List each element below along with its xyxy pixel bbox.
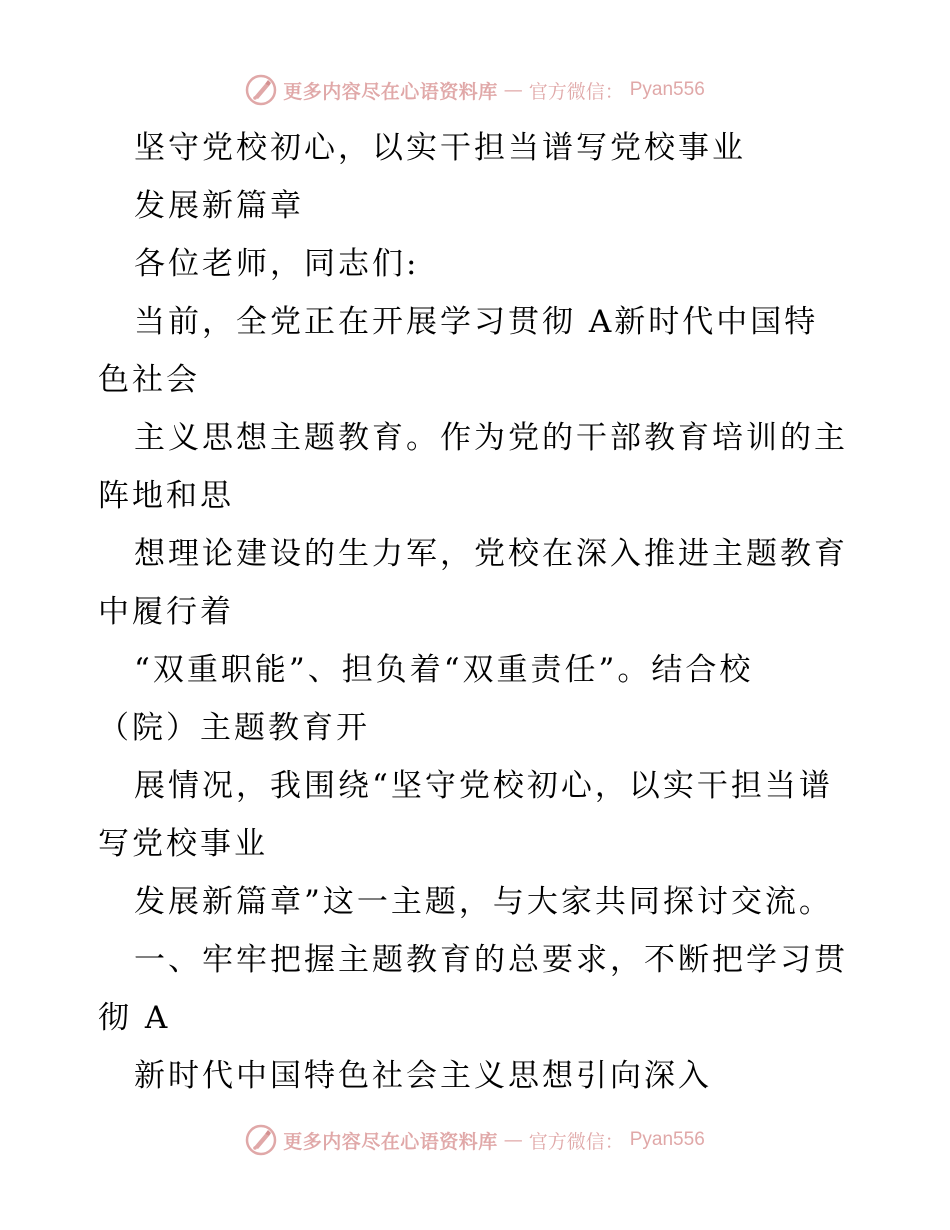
- watermark-contact-id: Pyan556: [629, 79, 705, 100]
- watermark-brand: 更多内容尽在心语资料库: [283, 80, 498, 103]
- paragraph-line: 中履行着: [98, 594, 234, 630]
- paragraph-line: 主义思想主题教育。作为党的干部教育培训的主: [134, 420, 848, 456]
- watermark-brand: 更多内容尽在心语资料库: [283, 1130, 498, 1153]
- watermark-separator: —: [503, 79, 523, 101]
- watermark-contact-id: Pyan556: [629, 1129, 705, 1150]
- paragraph-line: “双重职能”、担负着“双重责任”。结合校: [134, 652, 754, 688]
- paragraph-line: 展情况，我围绕“坚守党校初心，以实干担当谱: [134, 768, 833, 804]
- watermark-footer: [0, 1122, 950, 1158]
- pen-quill-logo-icon: [245, 1124, 277, 1156]
- pen-quill-logo-icon: [245, 74, 277, 106]
- paragraph-line: 发展新篇章”这一主题，与大家共同探讨交流。: [134, 884, 833, 920]
- paragraph-line: （院）主题教育开: [98, 710, 370, 746]
- paragraph-line: 当前，全党正在开展学习贯彻 A新时代中国特: [134, 304, 819, 340]
- paragraph-line: 想理论建设的生力军，党校在深入推进主题教育: [134, 536, 848, 572]
- section-heading-line: 彻 A: [98, 1000, 171, 1036]
- paragraph-line: 色社会: [98, 362, 200, 398]
- section-heading-line: 新时代中国特色社会主义思想引向深入: [134, 1058, 712, 1094]
- section-heading-line: 一、牢牢把握主题教育的总要求，不断把学习贯: [134, 942, 848, 978]
- watermark-separator: —: [503, 1129, 523, 1151]
- document-title-line-2: 发展新篇章: [134, 188, 304, 224]
- document-title-line-1: 坚守党校初心，以实干担当谱写党校事业: [134, 130, 746, 166]
- watermark-contact-label: 官方微信：: [528, 1130, 624, 1153]
- watermark-contact-label: 官方微信：: [528, 80, 624, 103]
- paragraph-line: 写党校事业: [98, 826, 268, 862]
- paragraph-line: 阵地和思: [98, 478, 234, 514]
- salutation: 各位老师，同志们:: [134, 246, 420, 282]
- watermark-header: [0, 72, 950, 108]
